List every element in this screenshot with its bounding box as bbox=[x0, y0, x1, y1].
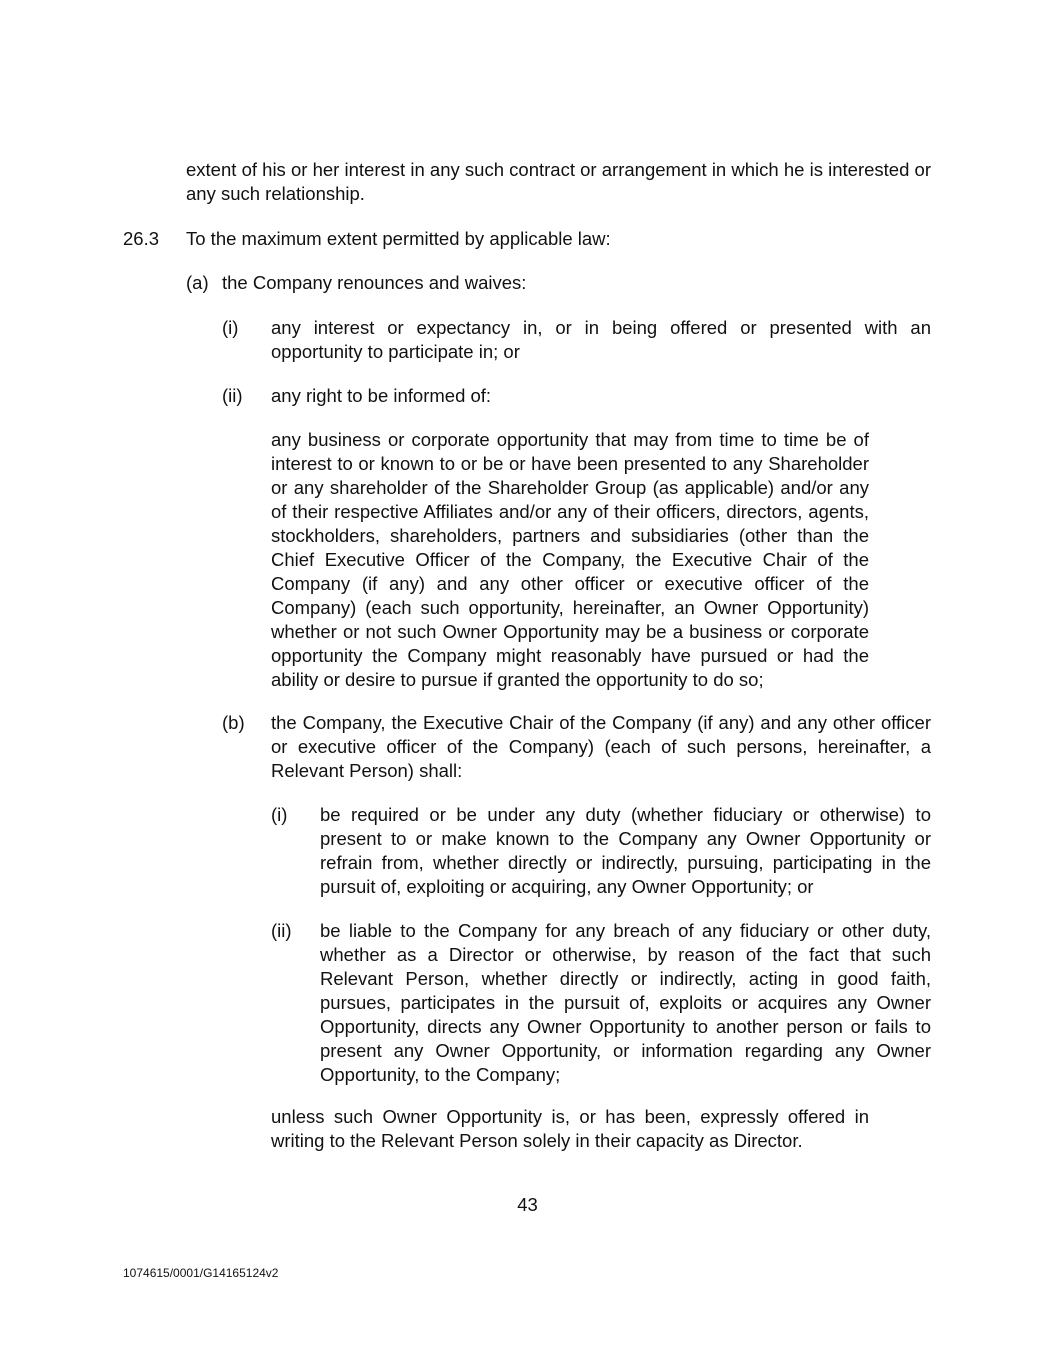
item-a-i-label: (i) bbox=[222, 317, 239, 338]
item-b-text: the Company, the Executive Chair of the Company (if any) and any other officer or executive officer of the Company) (each of such persons, hereinafter, a Relevant Person) shall: bbox=[271, 712, 931, 781]
clause-number: 26.3 bbox=[123, 228, 160, 249]
document-reference: 1074615/0001/G14165124v2 bbox=[123, 1266, 279, 1280]
page-number: 43 bbox=[517, 1194, 538, 1215]
item-a-i-text: any interest or expectancy in, or in being offered or presented with an opportunity to participate in; or bbox=[271, 317, 931, 362]
item-a-label: (a) bbox=[186, 272, 209, 293]
closing-proviso: unless such Owner Opportunity is, or has been, expressly offered in writing to the Relevant Person solely in their capacity as Director. bbox=[271, 1106, 869, 1151]
item-b-label: (b) bbox=[222, 712, 245, 733]
item-a-ii-text: any right to be informed of: bbox=[271, 385, 492, 406]
item-b-i-label: (i) bbox=[271, 804, 288, 825]
clause-heading: To the maximum extent permitted by applicable law: bbox=[186, 228, 611, 249]
continuation-paragraph: extent of his or her interest in any such contract or arrangement in which he is interested or any such relationship. bbox=[186, 159, 931, 204]
item-b-ii-text: be liable to the Company for any breach of any fiduciary or other duty, whether as a Director or otherwise, by reason of the fact that such Relevant Person, whether directly or indirectly, acting in good faith, pursues, participates in the pursuit of, exploits or acquires any Owner Opportunity, directs any Owner Opportunity to another person or fails to present any Owner Opportunity, or information regarding any Owner Opportunity, to the Company; bbox=[320, 920, 931, 1085]
item-a-text: the Company renounces and waives: bbox=[222, 272, 527, 293]
item-b-ii-label: (ii) bbox=[271, 920, 292, 941]
item-a-ii-label: (ii) bbox=[222, 385, 243, 406]
item-b-i-text: be required or be under any duty (whether fiduciary or otherwise) to present to or make known to the Company any Owner Opportunity or refrain from, whether directly or indirectly, pursuing, participating in the pursuit of, exploiting or acquiring, any Owner Opportunity; or bbox=[320, 804, 931, 897]
owner-opportunity-definition: any business or corporate opportunity that may from time to time be of interest to or known to or be or have been presented to any Shareholder or any shareholder of the Shareholder Group (as applicable) and/or any of their respective Affiliates and/or any of their officers, directors, agents, stockholders, shareholders, partners and subsidiaries (other than the Chief Executive Officer of the Company, the Executive Chair of the Company (if any) and any other officer or executive officer of the Company) (each such opportunity, hereinafter, an Owner Opportunity) whether or not such Owner Opportunity may be a business or corporate opportunity the Company might reasonably have pursued or had the ability or desire to pursue if granted the opportunity to do so; bbox=[271, 429, 869, 690]
